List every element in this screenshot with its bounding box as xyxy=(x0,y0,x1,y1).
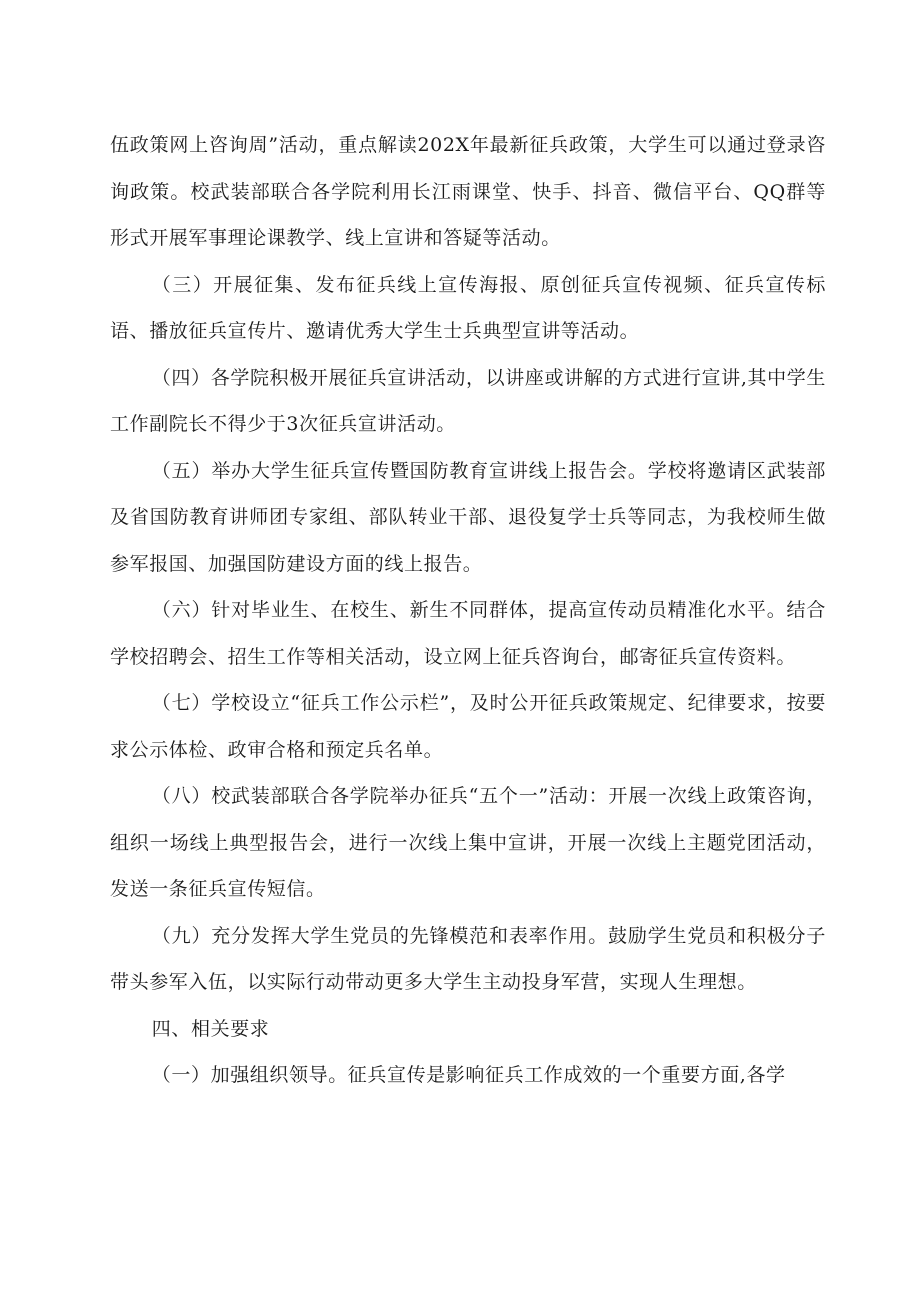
paragraph-item-9: （九）充分发挥大学生党员的先锋模范和表率作用。鼓励学生党员和积极分子带头参军入伍，以实际行动带动更多大学生主动投身军营，实现人生理想。 xyxy=(110,924,826,993)
paragraph-item-8: （八）校武装部联合各学院举办征兵“五个一”活动：开展一次线上政策咨询，组织一场线上典型报告会，进行一次线上集中宣讲，开展一次线上主题党团活动，发送一条征兵宣传短信。 xyxy=(110,785,826,900)
section-heading-requirements: 四、相关要求 xyxy=(151,1017,270,1040)
paragraph-item-6: （六）针对毕业生、在校生、新生不同群体，提高宣传动员精准化水平。结合学校招聘会、招生工作等相关活动，设立网上征兵咨询台，邮寄征兵宣传资料。 xyxy=(110,599,826,668)
document-body xyxy=(110,122,826,1099)
paragraph-item-7: （七）学校设立“征兵工作公示栏”，及时公开征兵政策规定、纪律要求，按要求公示体检、政审合格和预定兵名单。 xyxy=(110,692,826,761)
paragraph-continuation: 伍政策网上咨询周”活动，重点解读202X年最新征兵政策，大学生可以通过登录咨询政策。校武装部联合各学院利用长江雨课堂、快手、抖音、微信平台、QQ群等形式开展军事理论课教学、线上宣讲和答疑等活动。 xyxy=(110,134,826,249)
paragraph-requirement-1: （一）加强组织领导。征兵宣传是影响征兵工作成效的一个重要方面,各学 xyxy=(151,1064,786,1086)
paragraph-item-3: （三）开展征集、发布征兵线上宣传海报、原创征兵宣传视频、征兵宣传标语、播放征兵宣传片、邀请优秀大学生士兵典型宣讲等活动。 xyxy=(110,273,826,342)
paragraph-item-5: （五）举办大学生征兵宣传暨国防教育宣讲线上报告会。学校将邀请区武装部及省国防教育讲师团专家组、部队转业干部、退役复学士兵等同志，为我校师生做参军报国、加强国防建设方面的线上报告。 xyxy=(110,459,826,575)
paragraph-item-4: （四）各学院积极开展征兵宣讲活动，以讲座或讲解的方式进行宣讲,其中学生工作副院长不得少于3次征兵宣讲活动。 xyxy=(110,366,826,435)
